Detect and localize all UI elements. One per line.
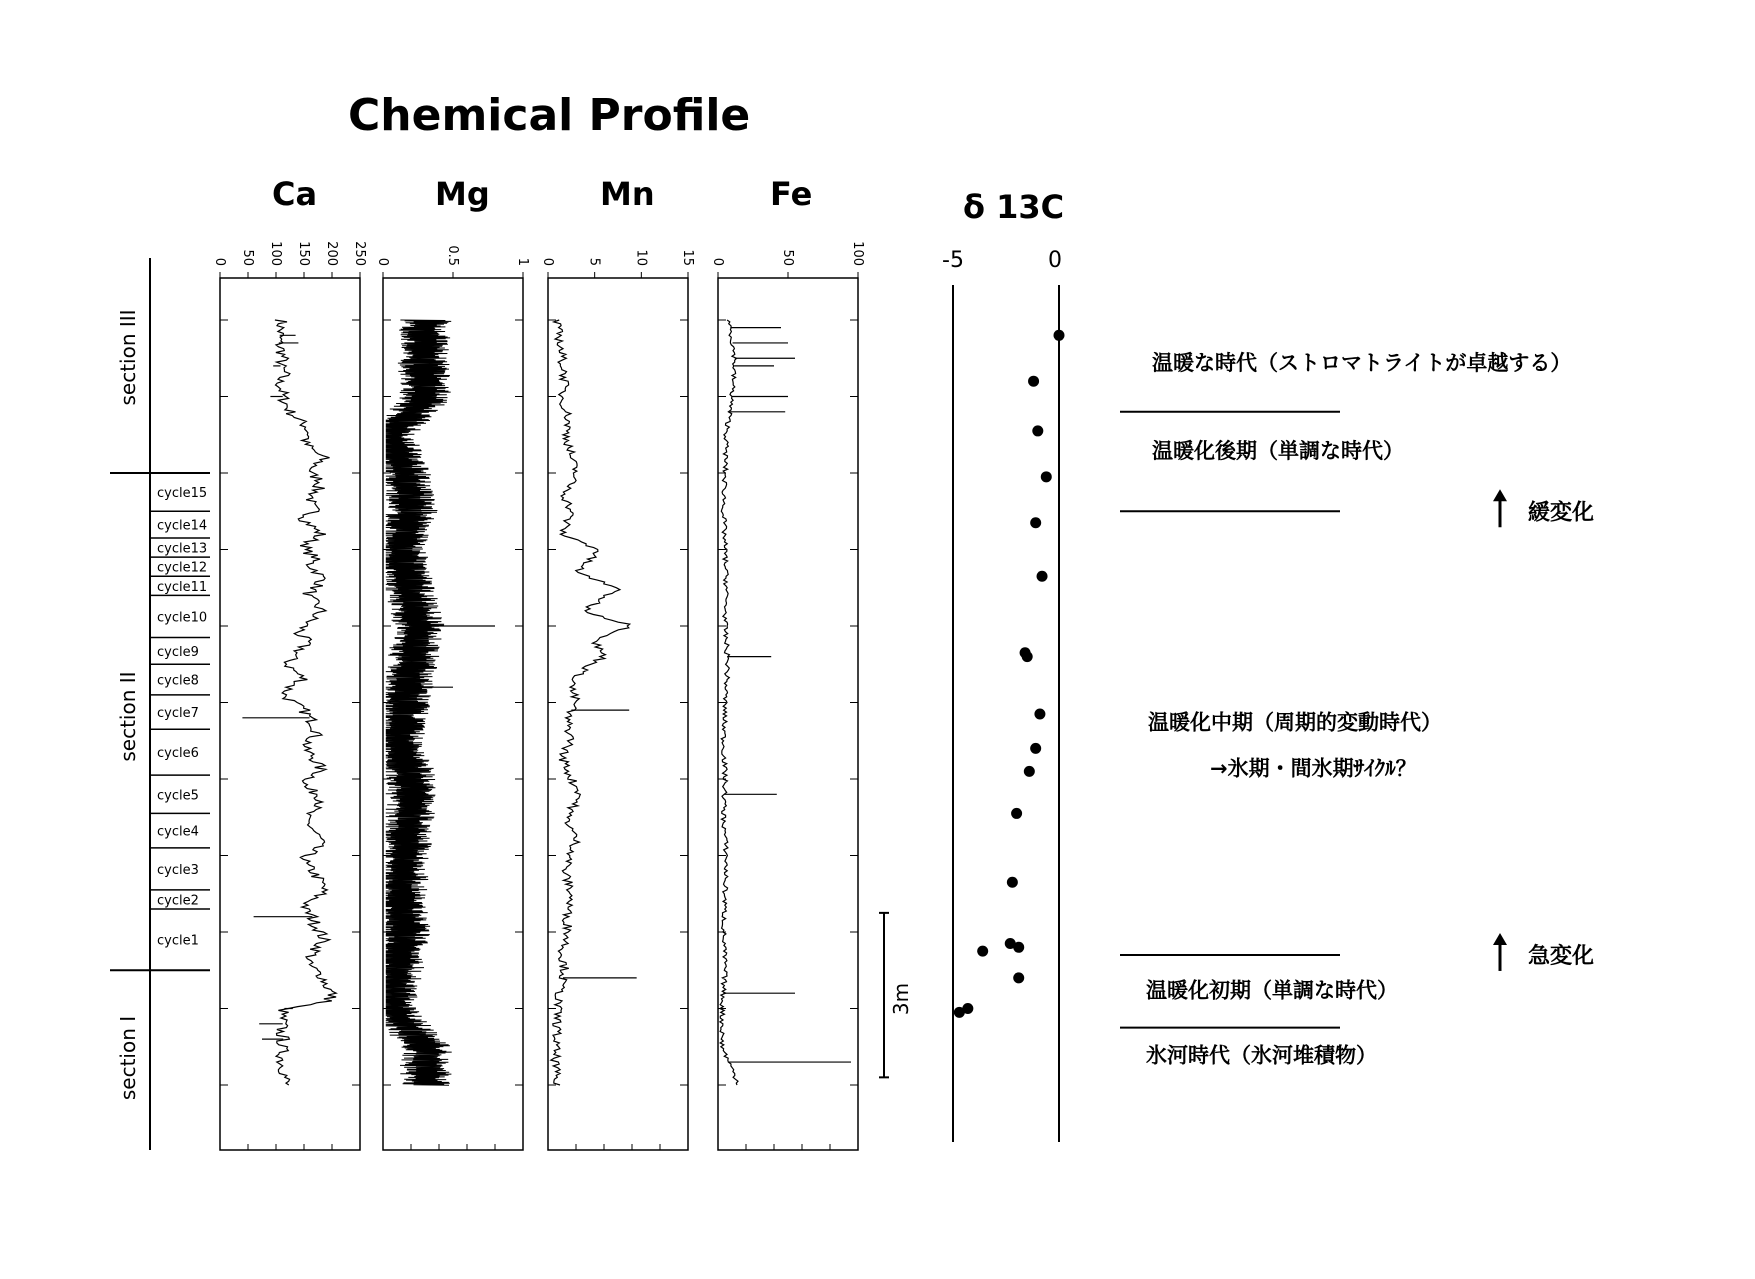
series-line-mn xyxy=(551,320,630,1085)
cycle-label: cycle6 xyxy=(157,746,199,762)
element-label-mn: Mn xyxy=(600,175,655,213)
x-tick-label: 100 xyxy=(850,241,865,266)
d13c-point xyxy=(1030,743,1041,754)
x-tick-label: 100 xyxy=(268,241,283,266)
cycle-label: cycle1 xyxy=(157,933,199,949)
x-tick-label: 15 xyxy=(680,249,695,266)
cycle-label: cycle3 xyxy=(157,862,199,878)
series-ca xyxy=(242,320,336,1085)
element-label-ca: Ca xyxy=(272,175,318,213)
d13c-point xyxy=(1041,471,1052,482)
d13c-point xyxy=(1054,330,1065,341)
series-fe xyxy=(720,320,851,1085)
interpretation-label: 温暖な時代（ストロマトライトが卓越する） xyxy=(1152,351,1572,376)
d13c-point xyxy=(977,946,988,957)
d13c-point xyxy=(1030,517,1041,528)
x-tick-label: 0 xyxy=(375,257,390,266)
d13c-point xyxy=(1037,571,1048,582)
panel-frame xyxy=(718,278,858,1150)
element-label-mg: Mg xyxy=(435,175,490,213)
section-column xyxy=(110,258,210,1150)
series-line-ca xyxy=(275,320,336,1085)
panel-mn xyxy=(540,175,695,1150)
x-tick-label: 0 xyxy=(212,257,227,266)
panel-ca xyxy=(212,175,367,1150)
series-mn xyxy=(551,320,637,1085)
x-tick-label: 50 xyxy=(240,249,255,266)
cycle-label: cycle9 xyxy=(157,644,199,660)
interpretation-label: →氷期・間氷期ｻｲｸﾙ？ xyxy=(1210,756,1417,781)
x-tick-label: 250 xyxy=(352,241,367,266)
d13c-point xyxy=(1013,942,1024,953)
change-label: 緩変化 xyxy=(1528,500,1595,526)
section-label: section I xyxy=(116,1015,140,1101)
d13c-point xyxy=(1007,877,1018,888)
panel-fe xyxy=(710,175,865,1150)
d13c-panel xyxy=(942,188,1065,1142)
interpretation-column xyxy=(1120,351,1594,1067)
d13c-tick-label: -5 xyxy=(942,248,964,273)
cycle-label: cycle14 xyxy=(157,518,208,534)
element-panels xyxy=(212,175,913,1150)
cycle-label: cycle4 xyxy=(157,824,199,840)
interpretation-label: 温暖化後期（単調な時代） xyxy=(1152,439,1404,464)
d13c-point xyxy=(1028,376,1039,387)
interpretation-label: 温暖化中期（周期的変動時代） xyxy=(1148,710,1442,735)
series-line-mg xyxy=(386,320,452,1085)
x-tick-label: 5 xyxy=(586,257,602,266)
d13c-point xyxy=(1024,766,1035,777)
scale-bar-label: 3m xyxy=(889,982,913,1016)
d13c-point xyxy=(1034,708,1045,719)
up-arrow-head xyxy=(1493,933,1507,945)
cycle-label: cycle12 xyxy=(157,560,208,576)
x-tick-label: 150 xyxy=(296,241,311,266)
cycle-label: cycle15 xyxy=(157,486,208,502)
x-tick-label: 200 xyxy=(324,241,339,266)
interpretation-label: 氷河時代（氷河堆積物） xyxy=(1146,1043,1377,1068)
cycle-label: cycle7 xyxy=(157,706,199,722)
cycle-label: cycle2 xyxy=(157,893,199,909)
up-arrow-head xyxy=(1493,489,1507,501)
d13c-point xyxy=(1013,972,1024,983)
chart-title: Chemical Profile xyxy=(348,90,751,141)
d13c-point xyxy=(1022,651,1033,662)
panel-frame xyxy=(548,278,688,1150)
cycle-label: cycle11 xyxy=(157,579,208,595)
x-tick-label: 0 xyxy=(540,257,555,266)
cycle-label: cycle5 xyxy=(157,788,199,804)
series-mg xyxy=(386,320,495,1085)
section-label: section II xyxy=(116,671,140,762)
d13c-point xyxy=(954,1007,965,1018)
cycle-label: cycle8 xyxy=(157,673,199,689)
x-tick-label: 1 xyxy=(515,257,530,266)
d13c-point xyxy=(1011,808,1022,819)
element-label-fe: Fe xyxy=(770,175,813,213)
section-label: section III xyxy=(116,309,140,406)
scale-bar xyxy=(879,913,913,1077)
x-tick-label: 0.5 xyxy=(445,245,460,266)
x-tick-label: 0 xyxy=(710,257,725,266)
panel-frame xyxy=(220,278,360,1150)
d13c-tick-label: 0 xyxy=(1048,248,1062,273)
cycle-label: cycle13 xyxy=(157,541,208,557)
cycle-label: cycle10 xyxy=(157,610,208,626)
change-label: 急変化 xyxy=(1528,943,1595,969)
d13c-label: δ 13C xyxy=(963,188,1065,226)
d13c-point xyxy=(1032,425,1043,436)
x-tick-label: 50 xyxy=(780,249,795,266)
interpretation-label: 温暖化初期（単調な時代） xyxy=(1146,978,1398,1003)
x-tick-label: 10 xyxy=(633,249,649,266)
